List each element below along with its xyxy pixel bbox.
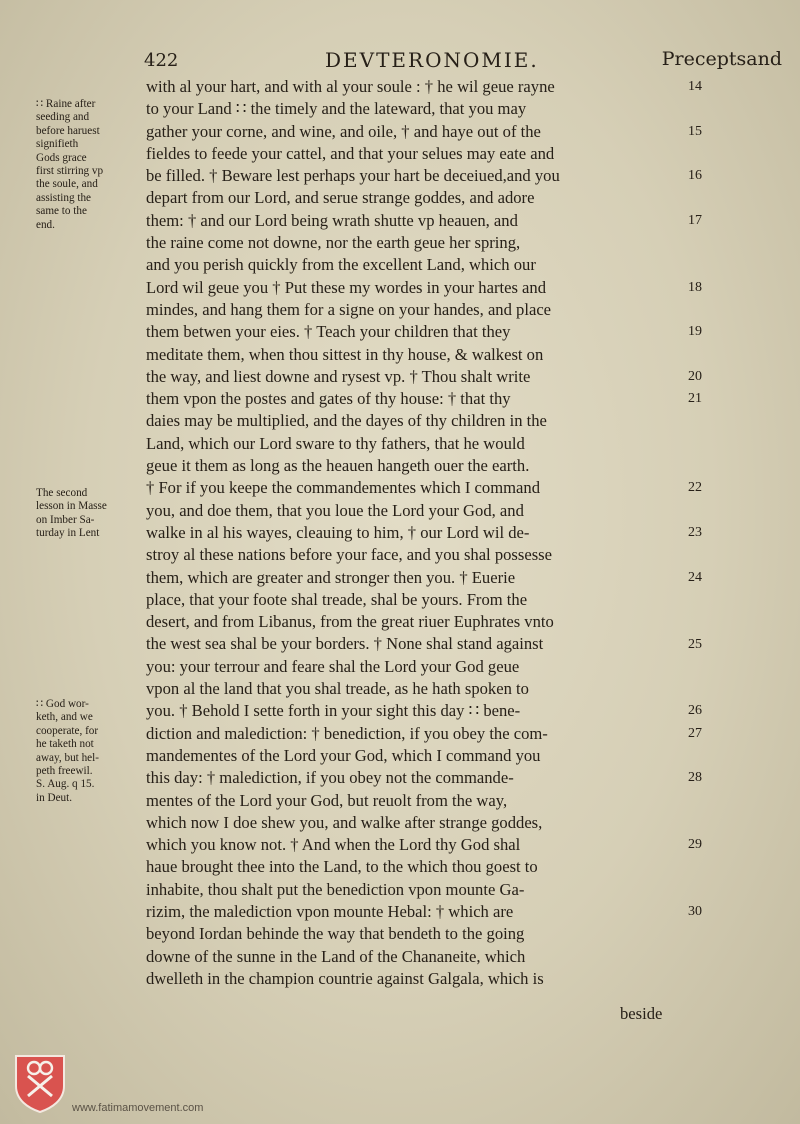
text-line: inhabite, thou shalt put the benediction vpon mounte Ga- <box>146 879 525 899</box>
page-header <box>0 46 800 76</box>
verse-number: 25 <box>688 636 702 652</box>
margin-note-line: end. <box>36 218 55 231</box>
margin-note-line: seeding and <box>36 111 90 124</box>
margin-note-line: The second <box>36 487 88 499</box>
margin-note-line: before haruest <box>36 124 100 137</box>
text-line: them vpon the postes and gates of thy house: † that thy <box>146 389 511 409</box>
text-line: daies may be multiplied, and the dayes of thy children in the <box>146 411 547 431</box>
margin-note-line: Gods grace <box>36 151 87 164</box>
margin-note-line: cooperate, for <box>36 724 99 737</box>
verse-number: 27 <box>688 725 702 741</box>
margin-note-line: ∷ Raine after <box>36 98 96 110</box>
text-line: with al your hart, and with al your soule : † he wil geue rayne <box>146 77 555 96</box>
verse-number: 17 <box>688 212 702 228</box>
verse-number: 23 <box>688 525 702 540</box>
margin-note-line: same to the <box>36 205 87 218</box>
margin-note-freewill <box>36 698 148 805</box>
margin-note-line: turday in Lent <box>36 527 100 540</box>
margin-note-line: assisting the <box>36 191 92 204</box>
text-line: to your Land ∷ the timely and the lateward, that you may <box>146 99 527 119</box>
text-line: which now I doe shew you, and walke after strange goddes, <box>146 812 543 832</box>
margin-note-line: on Imber Sa- <box>36 513 95 526</box>
text-line: Lord wil geue you † Put these my wordes in your hartes and <box>146 277 547 297</box>
text-line: depart from our Lord, and serue strange goddes, and adore <box>146 188 535 208</box>
text-line: downe of the sunne in the Land of the Chananeite, which <box>146 946 526 966</box>
catchword: beside <box>620 1004 663 1023</box>
verse-number: 24 <box>688 569 702 585</box>
text-line: them betwen your eies. † Teach your children that they <box>146 322 511 342</box>
text-line: you, and doe them, that you loue the Lord your God, and <box>146 500 524 520</box>
verse-number: 30 <box>688 904 702 920</box>
text-line: which you know not. † And when the Lord thy God shal <box>146 835 521 855</box>
text-line: meditate them, when thou sittest in thy house, & walkest on <box>146 344 544 364</box>
text-line: and you perish quickly from the excellent Land, which our <box>146 255 536 275</box>
margin-note-lesson <box>36 487 148 541</box>
body-text <box>146 76 680 990</box>
text-line: beyond Iordan behinde the way that bendeth to the going <box>146 924 525 944</box>
margin-note-line: away, but hel- <box>36 751 99 764</box>
text-line: walke in al his wayes, cleauing to him, † our Lord wil de- <box>146 522 530 542</box>
margin-note-line: peth freewil. <box>36 765 93 778</box>
text-line: diction and malediction: † benediction, if you obey the com- <box>146 723 548 743</box>
page-number: 422 <box>144 50 179 71</box>
verse-number: 28 <box>688 770 702 786</box>
verse-number: 16 <box>688 168 702 184</box>
footer-url[interactable]: www.fatimamovement.com <box>72 1102 204 1114</box>
verse-number: 21 <box>688 391 702 407</box>
text-line: vpon al the land that you shal treade, as he hath spoken to <box>146 679 529 699</box>
text-line: haue brought thee into the Land, to the which thou goest to <box>146 857 538 877</box>
verse-number: 20 <box>688 368 702 384</box>
text-line: stroy al these nations before your face, and you shal possesse <box>146 545 552 565</box>
verse-number: 22 <box>688 480 702 496</box>
shield-logo-icon <box>12 1052 68 1114</box>
margin-note-line: ∷ God wor- <box>36 698 89 710</box>
text-line: mentes of the Lord your God, but reuolt from the way, <box>146 790 508 810</box>
text-line: them: † and our Lord being wrath shutte vp heauen, and <box>146 210 518 230</box>
text-line: the way, and liest downe and rysest vp. † Thou shalt write <box>146 366 531 386</box>
text-line: mindes, and hang them for a signe on your handes, and place <box>146 299 552 319</box>
verse-number: 19 <box>688 324 702 340</box>
verse-number: 18 <box>688 279 702 295</box>
section-title: Preceptsand <box>661 48 782 70</box>
text-line: Land, which our Lord sware to thy fathers, that he would <box>146 433 525 453</box>
text-line: geue it them as long as the heauen hangeth ouer the earth. <box>146 456 530 476</box>
text-line: mandementes of the Lord your God, which I command you <box>146 745 541 765</box>
text-line: be filled. † Beware lest perhaps your hart be deceiued,and you <box>146 166 560 186</box>
margin-note-line: first stirring vp <box>36 165 104 178</box>
text-line: the west sea shal be your borders. † None shal stand against <box>146 634 544 654</box>
text-line: this day: † malediction, if you obey not the commande- <box>146 768 514 788</box>
text-line: you. † Behold I sette forth in your sight this day ∷ bene- <box>146 701 521 721</box>
text-line: them, which are greater and stronger then you. † Euerie <box>146 567 516 587</box>
verse-number: 15 <box>688 123 702 139</box>
running-title: DEVTERONOMIE. <box>325 48 539 72</box>
margin-note-line: in Deut. <box>36 791 73 804</box>
margin-note-rain <box>36 98 148 232</box>
text-line: place, that your foote shal treade, shal be yours. From the <box>146 589 528 609</box>
margin-note-line: he taketh not <box>36 738 94 751</box>
text-line: the raine come not downe, nor the earth geue her spring, <box>146 233 521 253</box>
verse-number: 29 <box>688 837 702 853</box>
text-line: † For if you keepe the commandementes which I command <box>146 478 540 498</box>
margin-note-line: S. Aug. q 15. <box>36 778 95 791</box>
verse-number: 14 <box>688 79 702 94</box>
margin-note-line: lesson in Masse <box>36 500 107 513</box>
text-line: dwelleth in the champion countrie against Galgala, which is <box>146 968 544 988</box>
margin-note-line: signifieth <box>36 138 79 151</box>
text-line: fieldes to feede your cattel, and that your selues may eate and <box>146 143 555 163</box>
margin-note-line: the soule, and <box>36 178 98 191</box>
text-line: rizim, the malediction vpon mounte Hebal: † which are <box>146 901 514 921</box>
text-line: you: your terrour and feare shal the Lord your God geue <box>146 656 520 676</box>
text-line: desert, and from Libanus, from the great riuer Euphrates vnto <box>146 612 554 632</box>
verse-number: 26 <box>688 703 702 719</box>
margin-note-line: keth, and we <box>36 711 93 724</box>
text-line: gather your corne, and wine, and oile, † and haye out of the <box>146 121 541 141</box>
